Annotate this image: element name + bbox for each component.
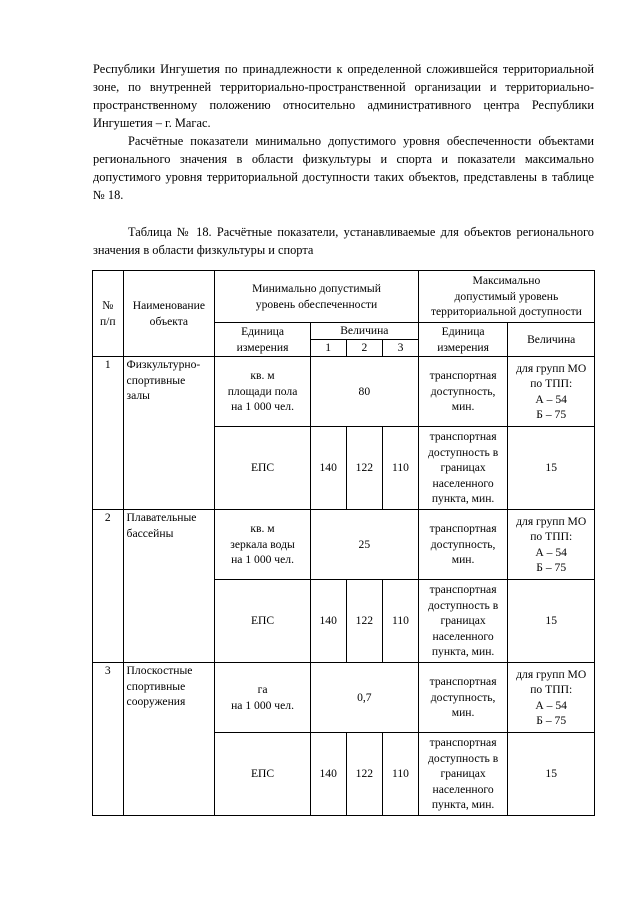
row-unit: кв. м площади пола на 1 000 чел. xyxy=(215,357,311,427)
row-unit: ЕПС xyxy=(215,427,311,510)
row-name: Физкультурно- спортивные залы xyxy=(123,357,215,510)
row-num: 3 xyxy=(93,663,124,816)
row-access-value: для групп МО по ТПП: А – 54 Б – 75 xyxy=(508,510,595,580)
row-value: 25 xyxy=(310,510,418,580)
row-access-unit: транспортная доступность в границах населенного пункта, мин. xyxy=(418,733,508,816)
row-v3: 110 xyxy=(383,733,419,816)
header-name: Наименование объекта xyxy=(123,271,215,357)
table-row xyxy=(93,663,595,733)
header-v1: 1 xyxy=(310,340,346,357)
row-access-value: 15 xyxy=(508,580,595,663)
header-value-2: Величина xyxy=(508,323,595,357)
header-unit: Единица измерения xyxy=(215,323,311,357)
row-v1: 140 xyxy=(310,580,346,663)
row-access-value: для групп МО по ТПП: А – 54 Б – 75 xyxy=(508,663,595,733)
row-name: Плоскостные спортивные сооружения xyxy=(123,663,215,816)
row-v2: 122 xyxy=(346,580,383,663)
row-unit: га на 1 000 чел. xyxy=(215,663,311,733)
header-unit-2: Единица измерения xyxy=(418,323,508,357)
intro-paragraph-1: Республики Ингушетия по принадлежности к определенной сложившейся территориальной зоне, по внутренней территориально-пространственной организации и территориально-пространственному положению относительно административного центра Республики Ингушетия – г. Магас. xyxy=(93,62,594,130)
row-v3: 110 xyxy=(383,580,419,663)
row-v2: 122 xyxy=(346,733,383,816)
header-v3: 3 xyxy=(383,340,419,357)
row-access-value: 15 xyxy=(508,427,595,510)
row-value: 80 xyxy=(310,357,418,427)
row-access-unit: транспортная доступность, мин. xyxy=(418,357,508,427)
row-unit: ЕПС xyxy=(215,733,311,816)
table-header-row xyxy=(93,271,595,323)
row-access-unit: транспортная доступность, мин. xyxy=(418,510,508,580)
table-caption: Таблица № 18. Расчётные показатели, устанавливаемые для объектов регионального значения в области физкультуры и спорта xyxy=(93,225,594,257)
header-min-level: Минимально допустимый уровень обеспеченности xyxy=(215,271,419,323)
header-max-level: Максимально допустимый уровень территориальной доступности xyxy=(418,271,594,323)
row-access-value: 15 xyxy=(508,733,595,816)
row-num: 1 xyxy=(93,357,124,510)
row-v1: 140 xyxy=(310,427,346,510)
row-access-unit: транспортная доступность, мин. xyxy=(418,663,508,733)
row-unit: кв. м зеркала воды на 1 000 чел. xyxy=(215,510,311,580)
row-value: 0,7 xyxy=(310,663,418,733)
intro-paragraph-2: Расчётные показатели минимально допустимого уровня обеспеченности объектами регионального значения в области физкультуры и спорта и показатели максимально допустимого уровня территориальной доступности таких объектов, представлены в таблице № 18. xyxy=(93,134,594,202)
row-v3: 110 xyxy=(383,427,419,510)
row-access-value: для групп МО по ТПП: А – 54 Б – 75 xyxy=(508,357,595,427)
table-row xyxy=(93,510,595,580)
header-v2: 2 xyxy=(346,340,383,357)
header-num: № п/п xyxy=(93,271,124,357)
row-access-unit: транспортная доступность в границах населенного пункта, мин. xyxy=(418,427,508,510)
header-value: Величина xyxy=(310,323,418,340)
row-v2: 122 xyxy=(346,427,383,510)
row-access-unit: транспортная доступность в границах населенного пункта, мин. xyxy=(418,580,508,663)
document-text xyxy=(93,60,594,259)
table-row xyxy=(93,357,595,427)
row-name: Плавательные бассейны xyxy=(123,510,215,663)
row-v1: 140 xyxy=(310,733,346,816)
row-num: 2 xyxy=(93,510,124,663)
row-unit: ЕПС xyxy=(215,580,311,663)
standards-table xyxy=(92,270,595,816)
